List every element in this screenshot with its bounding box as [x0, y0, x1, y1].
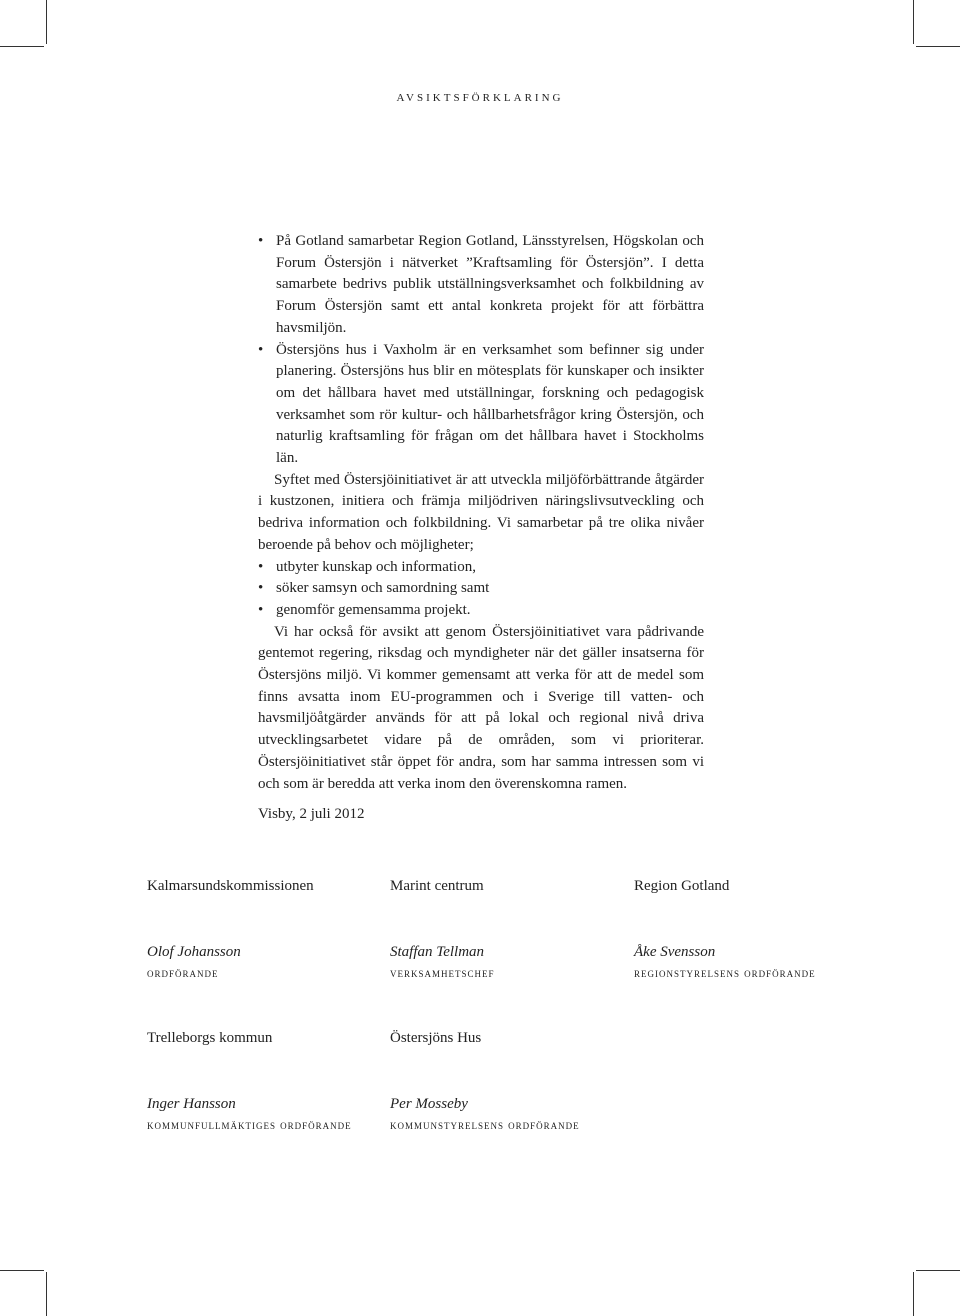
- date-line: Visby, 2 juli 2012: [258, 806, 365, 822]
- signer-role: verksamhetschef: [390, 966, 495, 980]
- page-title: avsiktsförklaring: [396, 89, 564, 105]
- signer-role: regionstyrelsens ordförande: [634, 966, 816, 980]
- signer-role: kommunstyrelsens ordförande: [390, 1118, 580, 1132]
- org-name: Östersjöns Hus: [390, 1030, 482, 1046]
- crop-mark: [46, 0, 47, 44]
- org-name: Region Gotland: [634, 878, 730, 894]
- crop-mark: [913, 0, 914, 44]
- body-text: [258, 231, 704, 795]
- paragraph-purpose: Syftet med Östersjöinitiativet är att utveckla miljöförbättrande åtgärder i kustzonen, initiera och främja miljödriven näringslivsutveckling och bedriva information och folkbildning. Vi samarbetar på tre olika nivåer beroende på behov och möjligheter;: [258, 471, 704, 553]
- list-item: • söker samsyn och samordning samt: [258, 578, 704, 600]
- list-item: • Östersjöns hus i Vaxholm är en verksamhet som befinner sig under planering. Östersjöns hus blir en mötesplats för kunskaper och insikter om det hållbara havet med utställningar, forskning och pedagogisk verksamhet som rör kultur- och hållbarhetsfrågor kring Östersjön, och naturlig kraftsamling för frågan om det hållbara havet i Stockholms län.: [258, 340, 704, 470]
- crop-mark: [0, 46, 44, 47]
- signer-name: Staffan Tellman: [390, 944, 485, 960]
- list-item: • utbyter kunskap och information,: [258, 557, 704, 579]
- signer-name: Inger Hansson: [147, 1096, 236, 1112]
- crop-mark: [916, 46, 960, 47]
- signer-name: Per Mosseby: [390, 1096, 468, 1112]
- paragraph-intent: [258, 622, 704, 796]
- signer-role: kommunfullmäktiges ordförande: [147, 1118, 352, 1132]
- org-name: Marint centrum: [390, 878, 484, 894]
- crop-mark: [913, 1272, 914, 1316]
- paragraph-intent-part1: Vi har också för avsikt att genom Östersjöinitiativet vara pådrivande gentemot regering, riksdag och myndigheter när det gäller insatserna för Östersjöns miljö. Vi kommer gemensamt att verka för att de medel som finns avsatta inom: [258, 623, 704, 705]
- paragraph-intent-part2: -programmen och i Sverige till vatten- och havsmiljöåtgärder används för att på lokal och regional nivå driva utvecklingsarbetet vidare på de områden, som vi prioriterar. Östersjöinitiativet står öppet för andra, som har samma intressen som vi och som är beredda att verka inom den överenskomna ramen.: [258, 688, 704, 792]
- signer-role: ordförande: [147, 966, 219, 980]
- org-name: Trelleborgs kommun: [147, 1030, 273, 1046]
- org-name: Kalmarsundskommissionen: [147, 878, 314, 894]
- bullet-list-top: [258, 231, 704, 470]
- list-item: • genomför gemensamma projekt.: [258, 600, 704, 622]
- bullet-list-levels: [258, 557, 704, 622]
- crop-mark: [46, 1272, 47, 1316]
- crop-mark: [916, 1270, 960, 1271]
- eu-abbr: EU: [390, 688, 411, 705]
- signer-name: Åke Svensson: [634, 944, 716, 960]
- crop-mark: [0, 1270, 44, 1271]
- list-item: • På Gotland samarbetar Region Gotland, Länsstyrelsen, Högskolan och Forum Östersjön i nätverket ”Kraftsamling för Östersjön”. I detta samarbete bedrivs publik utställningsverksamhet och folkbildning av Forum Östersjön samt ett antal konkreta projekt för att förbättra havsmiljön.: [258, 231, 704, 340]
- signer-name: Olof Johansson: [147, 944, 241, 960]
